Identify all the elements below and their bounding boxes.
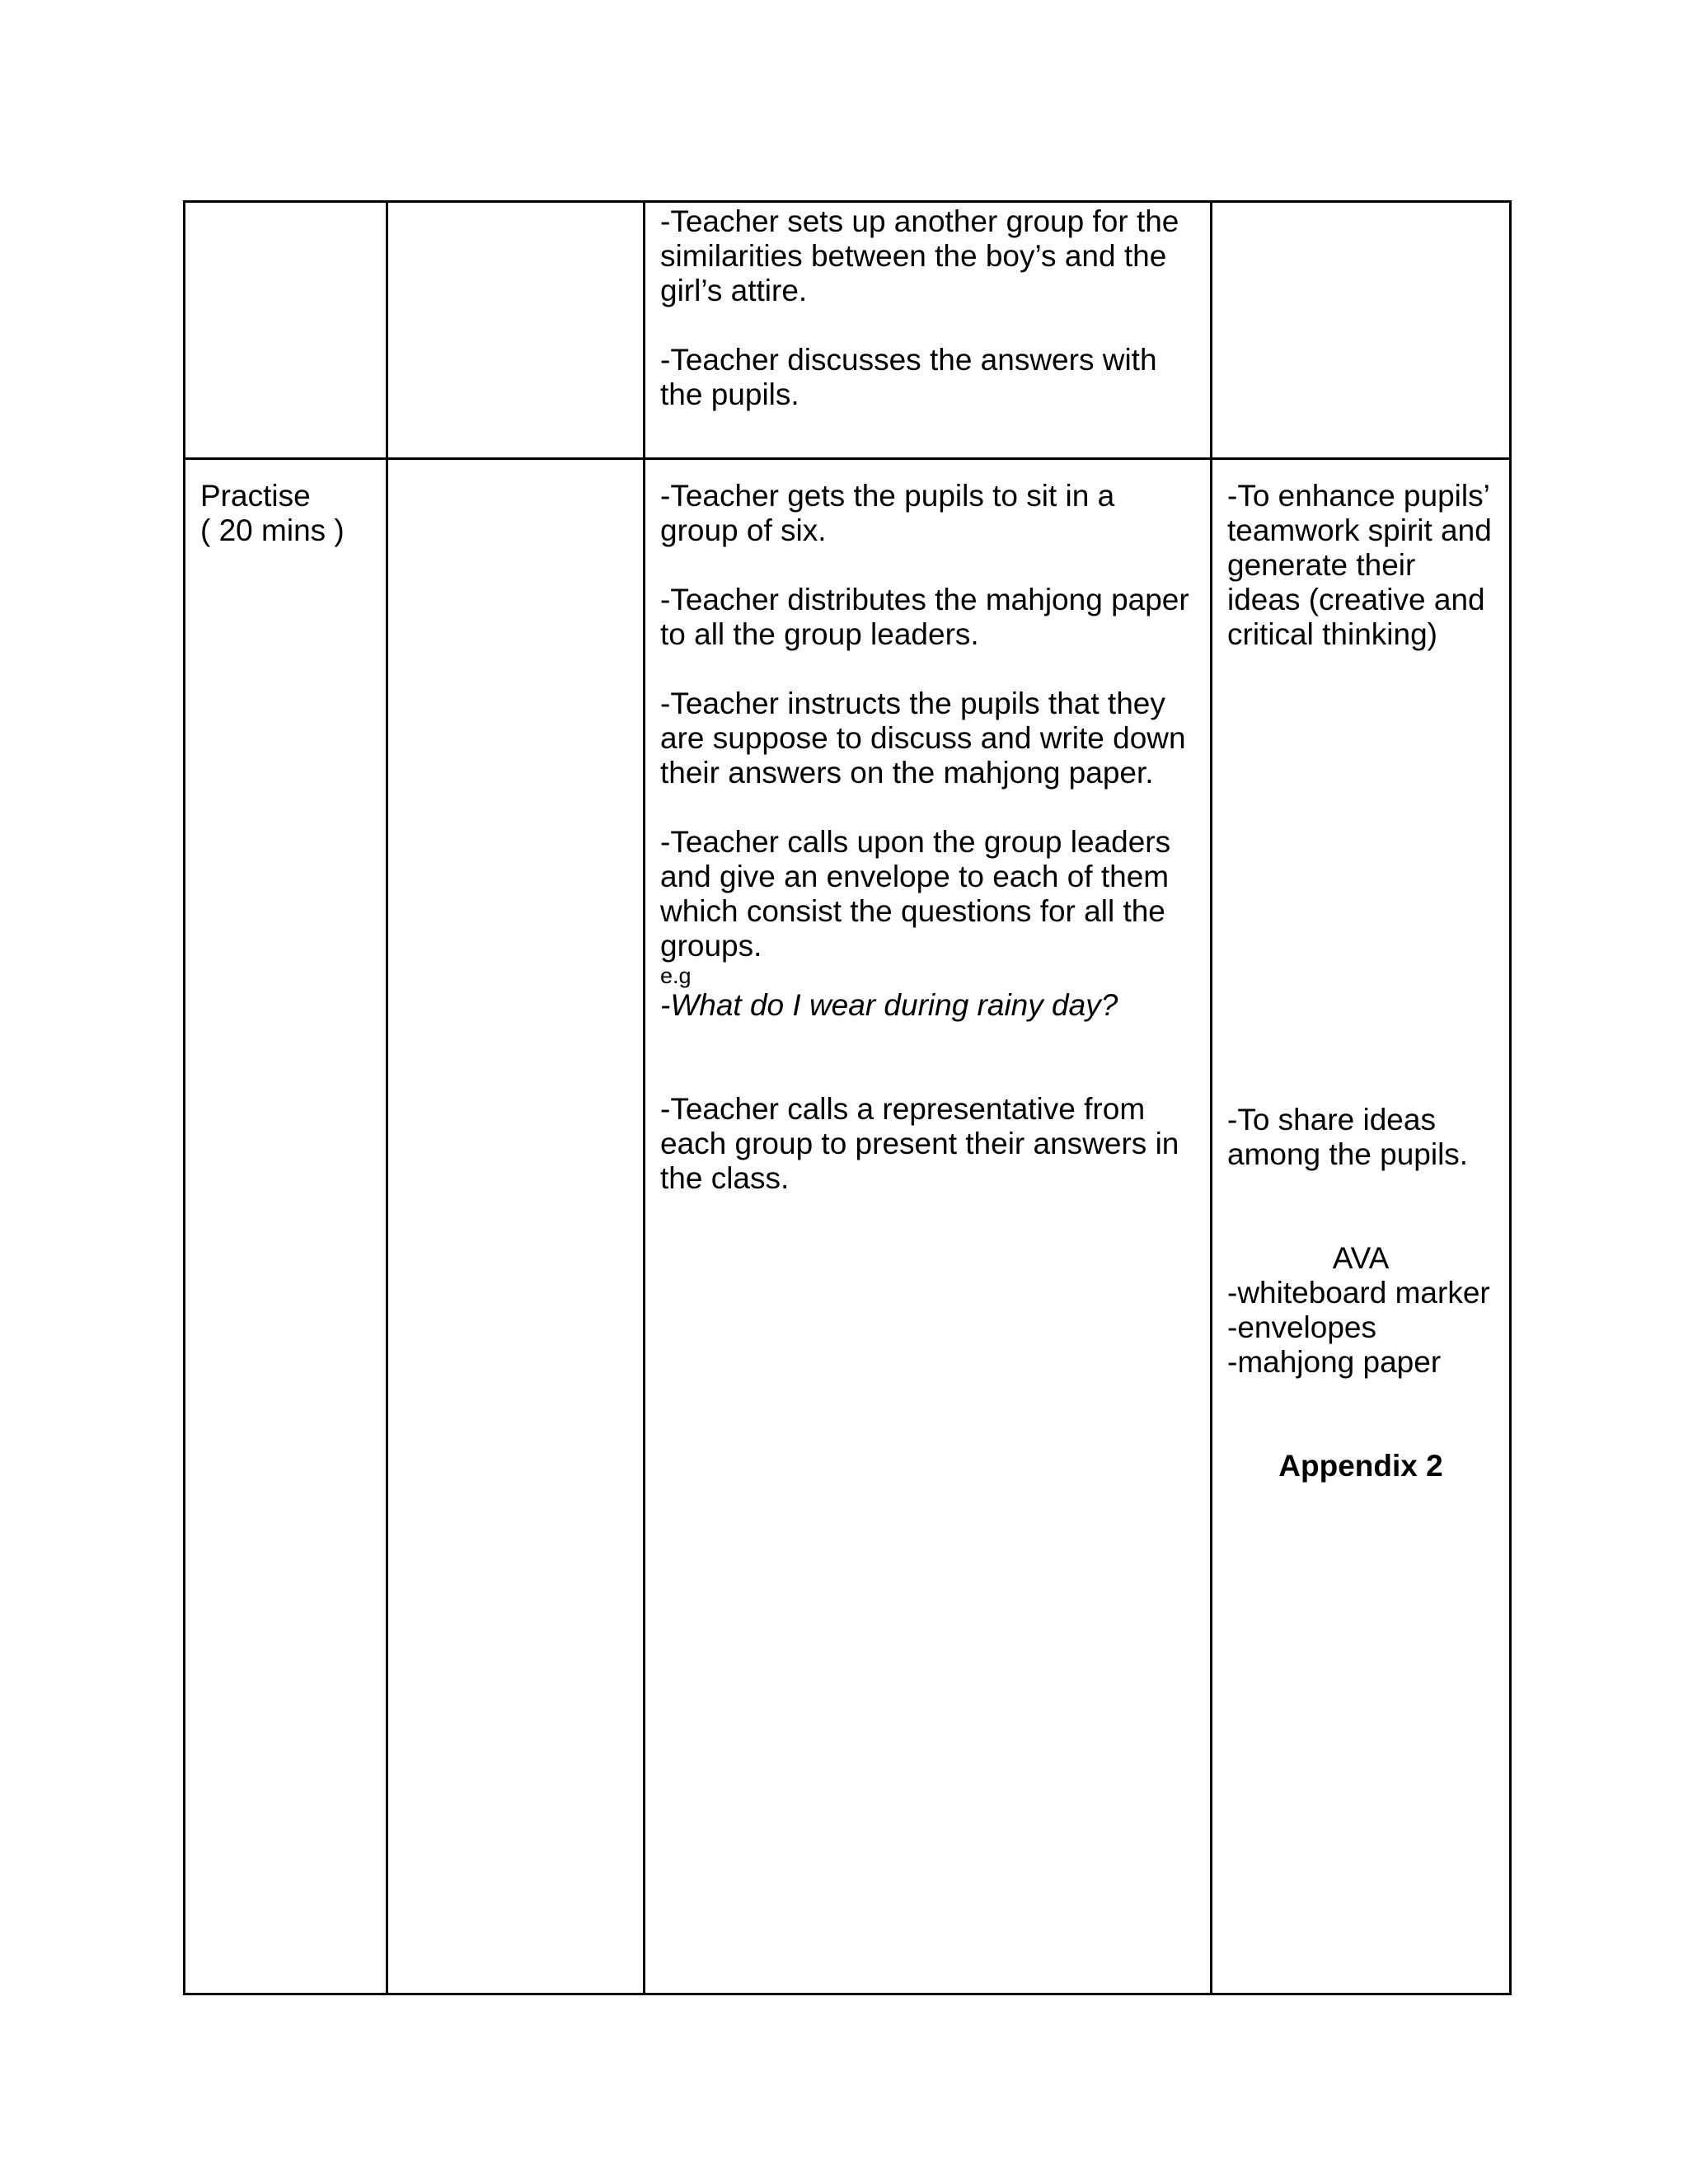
stage-cell (185, 202, 387, 459)
content-cell (387, 459, 645, 1994)
lesson-plan-table (183, 200, 1512, 1995)
appendix-reference: Appendix 2 (1278, 1449, 1443, 1483)
stage-duration: ( 20 mins ) (200, 513, 345, 547)
activity-cell (645, 459, 1212, 1994)
stage-cell (185, 459, 387, 1994)
table-row-practise (185, 459, 1511, 1994)
rationale-text: -To enhance pupils’ teamwork spirit and generate their ideas (creative and critical thinking) (1227, 479, 1492, 651)
activity-paragraph: -Teacher calls a representative from each group to present their answers in the class. (660, 1092, 1179, 1195)
ava-title: AVA (1332, 1241, 1390, 1275)
activity-cell (645, 202, 1212, 459)
ava-list (1227, 1276, 1494, 1380)
example-label: e.g (660, 963, 692, 988)
content-cell (387, 202, 645, 459)
stage-label: Practise (200, 479, 311, 513)
ava-item: -mahjong paper (1227, 1345, 1442, 1379)
activity-paragraph: -Teacher distributes the mahjong paper to all the group leaders. (660, 583, 1189, 651)
example-question: -What do I wear during rainy day? (660, 988, 1118, 1022)
activity-paragraph: -Teacher discusses the answers with the pupils. (660, 343, 1157, 411)
rationale-cell (1212, 459, 1511, 1994)
ava-item: -envelopes (1227, 1310, 1377, 1344)
ava-item: -whiteboard marker (1227, 1276, 1490, 1310)
activity-paragraph: -Teacher gets the pupils to sit in a group of six. (660, 479, 1115, 547)
table-row-continuation (185, 202, 1511, 459)
activity-paragraph: -Teacher calls upon the group leaders and give an envelope to each of them which consist the questions for all the groups. (660, 825, 1171, 963)
rationale-cell (1212, 202, 1511, 459)
rationale-text: -To share ideas among the pupils. (1227, 1103, 1469, 1171)
activity-paragraph: -Teacher sets up another group for the similarities between the boy’s and the girl’s attire. (660, 204, 1179, 307)
activity-paragraph: -Teacher instructs the pupils that they are suppose to discuss and write down their answers on the mahjong paper. (660, 687, 1186, 790)
